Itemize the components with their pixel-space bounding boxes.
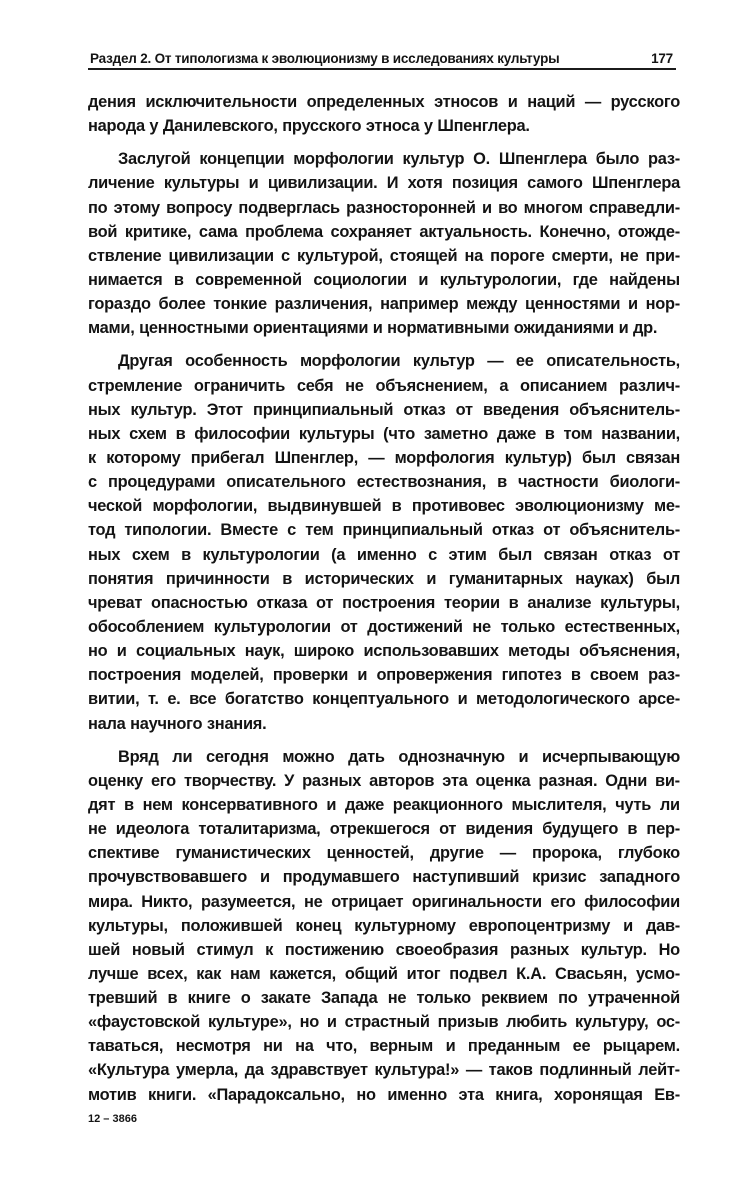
text-line: дят в нем консервативного и даже реакционного мыслителя, чуть ли [88, 795, 680, 814]
text-line: народа у Данилевского, прусского этноса у Шпенглера. [88, 117, 530, 136]
text-line: ных культур. Этот принципиальный отказ от введения объяснитель- [88, 400, 680, 419]
text-line: по этому вопросу подверглась разносторонней и во многом справедли- [88, 198, 680, 217]
text-line: спективе гуманистических ценностей, другие — пророка, глубоко [88, 844, 680, 863]
text-line: таваться, несмотря ни на что, верным и преданным ее рыцарем. [88, 1037, 680, 1056]
page-number: 177 [651, 51, 673, 66]
text-line: тревший в книге о закате Запада не только реквием по утраченной [88, 989, 680, 1008]
text-line: прочувствовавшего и продумавшего наступивший кризис западного [88, 868, 680, 887]
printer-signature: 12 – 3866 [88, 1113, 137, 1125]
text-line: ных схем в культурологии (а именно с этим был связан отказ от [88, 545, 680, 564]
text-line: обособлением культурологии от достижений не только естественных, [88, 617, 680, 636]
text-line: дения исключительности определенных этносов и наций — русского [88, 93, 680, 111]
text-line: построения моделей, проверки и опровержения гипотез в своем раз- [88, 666, 680, 685]
body-text [88, 90, 680, 1107]
paragraph [88, 745, 680, 1107]
text-line: тод типологии. Вместе с тем принципиальный отказ от объяснитель- [88, 521, 680, 540]
text-line: нала научного знания. [88, 714, 267, 733]
text-line: нимается в современной социологии и культурологии, где найдены [88, 270, 680, 289]
text-line: Другая особенность морфологии культур — ее описательность, [118, 352, 680, 371]
text-line: не идеолога тоталитаризма, отрекшегося от видения будущего в пер- [88, 820, 680, 839]
paragraph [88, 147, 680, 340]
text-line: с процедурами описательного естествознания, в частности биологи- [88, 473, 680, 492]
text-line: «фаустовской культуре», но и страстный призыв любить культуру, ос- [88, 1013, 680, 1032]
text-line: ствление цивилизации с культурой, стоящей на пороге смерти, не при- [88, 246, 680, 265]
text-line: ных схем в философии культуры (что заметно даже в том названии, [88, 424, 680, 443]
text-line: гораздо более тонкие различения, например между ценностями и нор- [88, 295, 680, 314]
text-line: витии, т. е. все богатство концептуального и методологического арсе- [88, 690, 680, 709]
header-rule [88, 68, 676, 70]
text-line: шей новый стимул к постижению своеобразия разных культур. Но [88, 940, 680, 959]
text-line: личение культуры и цивилизации. И хотя позиция самого Шпенглера [88, 174, 680, 193]
text-line: понятия причинности в исторических и гуманитарных науках) был [88, 569, 680, 588]
text-line: стремление ограничить себя не объяснением, а описанием различ- [88, 376, 680, 395]
text-line: Вряд ли сегодня можно дать однозначную и исчерпывающую [118, 747, 680, 766]
text-line: чреват опасностью отказа от построения теории в анализе культуры, [88, 593, 680, 612]
text-line: ческой морфологии, выдвинувшей в противовес эволюционизму ме- [88, 497, 680, 516]
running-header [90, 42, 673, 66]
text-line: мотив книги. «Парадоксально, но именно эта книга, хоронящая Ев- [88, 1085, 680, 1104]
paragraph [88, 90, 680, 138]
text-line: культуры, положившей конец культурному европоцентризму и дав- [88, 916, 680, 935]
text-line: к которому прибегал Шпенглер, — морфология культур) был связан [88, 448, 680, 467]
paragraph [88, 349, 680, 735]
text-line: «Культура умерла, да здравствует культура!» — таков подлинный лейт- [88, 1061, 680, 1080]
text-line: оценку его творчеству. У разных авторов эта оценка разная. Одни ви- [88, 771, 680, 790]
running-title: Раздел 2. От типологизма к эволюционизму в исследованиях культуры [90, 51, 560, 66]
text-line: мира. Никто, разумеется, не отрицает оригинальности его философии [88, 892, 680, 911]
text-line: мами, ценностными ориентациями и нормативными ожиданиями и др. [88, 319, 658, 338]
text-line: вой критике, сама проблема сохраняет актуальность. Конечно, отожде- [88, 222, 680, 241]
text-line: Заслугой концепции морфологии культур О. Шпенглера было раз- [118, 150, 680, 169]
text-line: но и социальных наук, широко использовавших методы объяснения, [88, 642, 680, 661]
text-line: лучше всех, как нам кажется, общий итог подвел К.А. Свасьян, усмо- [88, 964, 680, 983]
